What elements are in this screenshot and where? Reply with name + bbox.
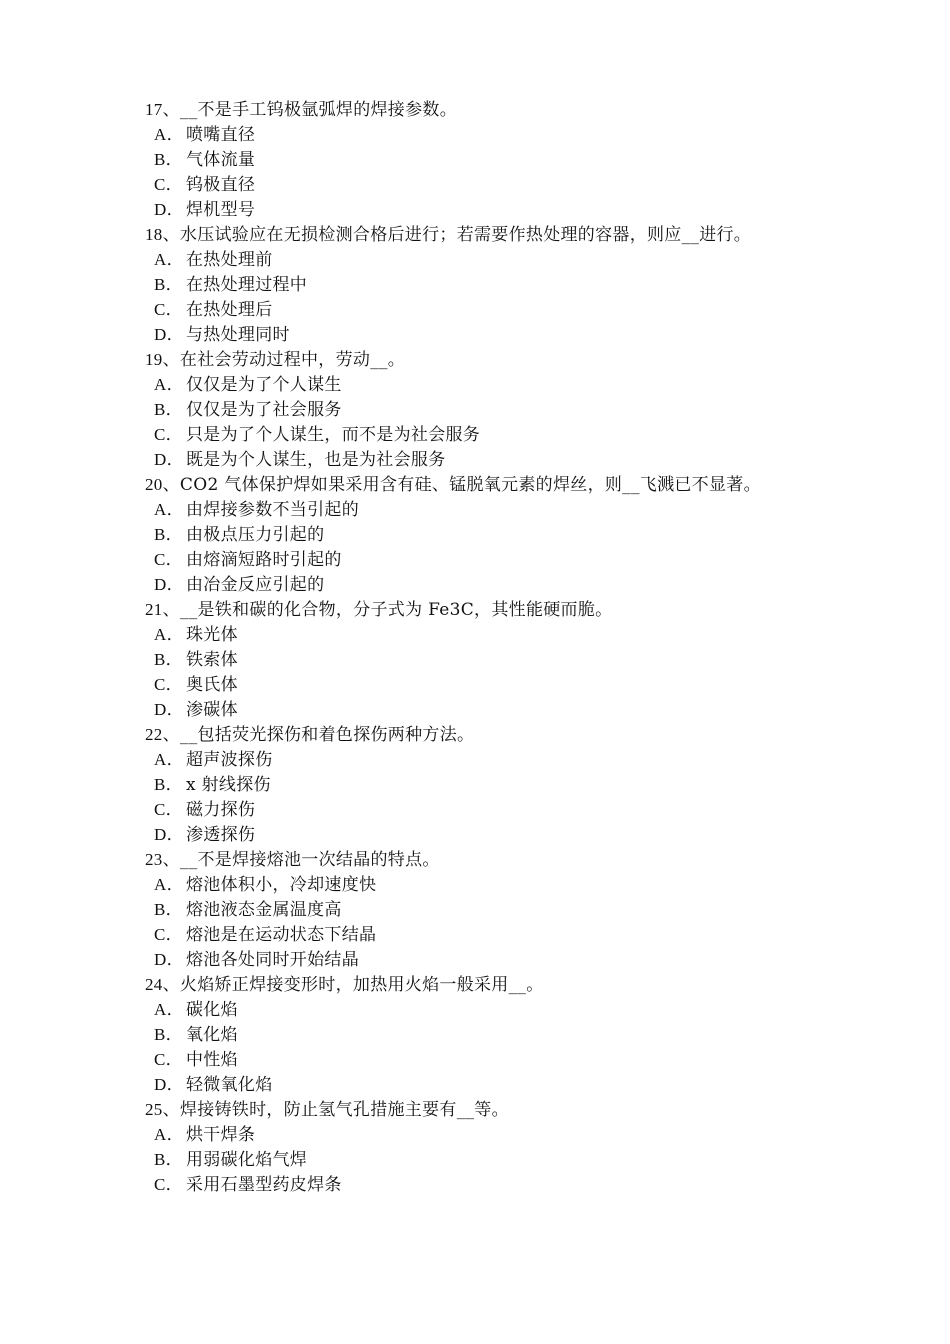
option-21-d bbox=[145, 697, 865, 722]
option-letter: C． bbox=[154, 675, 183, 694]
option-letter: D． bbox=[154, 450, 184, 469]
option-letter: D． bbox=[154, 825, 184, 844]
option-18-c bbox=[145, 297, 865, 322]
option-text: 喷嘴直径 bbox=[186, 125, 256, 145]
option-letter: A． bbox=[154, 750, 184, 769]
option-text: 渗碳体 bbox=[186, 700, 238, 720]
question-number: 24、 bbox=[145, 975, 180, 994]
option-letter: C． bbox=[154, 925, 183, 944]
question-18 bbox=[145, 222, 865, 247]
option-letter: A． bbox=[154, 500, 184, 519]
option-text: 由冶金反应引起的 bbox=[186, 575, 325, 595]
question-text: __不是手工钨极氩弧焊的焊接参数。 bbox=[179, 100, 458, 120]
option-letter: C． bbox=[154, 175, 183, 194]
option-letter: C． bbox=[154, 425, 183, 444]
option-letter: B． bbox=[154, 150, 183, 169]
question-25 bbox=[145, 1097, 865, 1122]
option-text: 轻微氧化焰 bbox=[186, 1075, 273, 1095]
option-letter: D． bbox=[154, 950, 184, 969]
option-letter: D． bbox=[154, 200, 184, 219]
option-22-c bbox=[145, 797, 865, 822]
question-number: 21、 bbox=[145, 600, 180, 619]
option-text: 钨极直径 bbox=[186, 175, 256, 195]
option-21-a bbox=[145, 622, 865, 647]
option-23-d bbox=[145, 947, 865, 972]
option-19-a bbox=[145, 372, 865, 397]
question-19 bbox=[145, 347, 865, 372]
option-text: 在热处理过程中 bbox=[186, 275, 308, 295]
option-25-a bbox=[145, 1122, 865, 1147]
option-17-b bbox=[145, 147, 865, 172]
option-19-b bbox=[145, 397, 865, 422]
question-text: CO2 气体保护焊如果采用含有硅、锰脱氧元素的焊丝，则__飞溅已不显著。 bbox=[179, 475, 761, 495]
question-22 bbox=[145, 722, 865, 747]
option-21-b bbox=[145, 647, 865, 672]
option-text: 只是为了个人谋生，而不是为社会服务 bbox=[186, 425, 481, 445]
question-text: __包括荧光探伤和着色探伤两种方法。 bbox=[179, 725, 475, 745]
option-letter: B． bbox=[154, 775, 183, 794]
option-25-c bbox=[145, 1172, 865, 1197]
option-17-a bbox=[145, 122, 865, 147]
question-text: __是铁和碳的化合物，分子式为 Fe3C，其性能硬而脆。 bbox=[179, 600, 613, 620]
option-letter: B． bbox=[154, 275, 183, 294]
option-text: x 射线探伤 bbox=[186, 775, 271, 795]
option-text: 超声波探伤 bbox=[186, 750, 273, 770]
question-number: 23、 bbox=[145, 850, 180, 869]
option-text: 氧化焰 bbox=[186, 1025, 238, 1045]
option-letter: A． bbox=[154, 875, 184, 894]
option-text: 中性焰 bbox=[186, 1050, 238, 1070]
option-letter: C． bbox=[154, 1175, 183, 1194]
option-text: 铁索体 bbox=[186, 650, 238, 670]
option-23-c bbox=[145, 922, 865, 947]
option-17-d bbox=[145, 197, 865, 222]
option-text: 与热处理同时 bbox=[186, 325, 290, 345]
option-20-c bbox=[145, 547, 865, 572]
question-number: 17、 bbox=[145, 100, 180, 119]
option-20-a bbox=[145, 497, 865, 522]
option-letter: B． bbox=[154, 1025, 183, 1044]
option-letter: B． bbox=[154, 650, 183, 669]
option-18-b bbox=[145, 272, 865, 297]
option-text: 既是为个人谋生，也是为社会服务 bbox=[186, 450, 446, 470]
question-20 bbox=[145, 472, 865, 497]
option-letter: C． bbox=[154, 550, 183, 569]
question-number: 18、 bbox=[145, 225, 180, 244]
option-letter: B． bbox=[154, 1150, 183, 1169]
option-text: 焊机型号 bbox=[186, 200, 256, 220]
option-letter: B． bbox=[154, 400, 183, 419]
option-text: 珠光体 bbox=[186, 625, 238, 645]
option-text: 磁力探伤 bbox=[186, 800, 256, 820]
option-letter: C． bbox=[154, 300, 183, 319]
option-letter: A． bbox=[154, 1125, 184, 1144]
question-text: 在社会劳动过程中，劳动__。 bbox=[179, 350, 406, 370]
option-letter: C． bbox=[154, 800, 183, 819]
option-text: 用弱碳化焰气焊 bbox=[186, 1150, 308, 1170]
option-text: 熔池各处同时开始结晶 bbox=[186, 950, 359, 970]
option-letter: B． bbox=[154, 900, 183, 919]
option-letter: D． bbox=[154, 325, 184, 344]
question-number: 20、 bbox=[145, 475, 180, 494]
question-text: 火焰矫正焊接变形时，加热用火焰一般采用__。 bbox=[179, 975, 544, 995]
question-number: 19、 bbox=[145, 350, 180, 369]
option-text: 在热处理后 bbox=[186, 300, 273, 320]
option-23-a bbox=[145, 872, 865, 897]
option-text: 气体流量 bbox=[186, 150, 256, 170]
option-17-c bbox=[145, 172, 865, 197]
option-24-c bbox=[145, 1047, 865, 1072]
option-21-c bbox=[145, 672, 865, 697]
option-20-b bbox=[145, 522, 865, 547]
option-text: 由焊接参数不当引起的 bbox=[186, 500, 359, 520]
option-18-d bbox=[145, 322, 865, 347]
question-text: 水压试验应在无损检测合格后进行；若需要作热处理的容器，则应__进行。 bbox=[179, 225, 752, 245]
option-letter: D． bbox=[154, 1075, 184, 1094]
option-25-b bbox=[145, 1147, 865, 1172]
option-text: 渗透探伤 bbox=[186, 825, 256, 845]
question-17 bbox=[145, 97, 865, 122]
option-19-d bbox=[145, 447, 865, 472]
option-24-b bbox=[145, 1022, 865, 1047]
option-text: 碳化焰 bbox=[186, 1000, 238, 1020]
option-letter: B． bbox=[154, 525, 183, 544]
option-22-a bbox=[145, 747, 865, 772]
option-letter: C． bbox=[154, 1050, 183, 1069]
option-letter: A． bbox=[154, 625, 184, 644]
option-text: 由熔滴短路时引起的 bbox=[186, 550, 342, 570]
option-text: 奥氏体 bbox=[186, 675, 238, 695]
option-20-d bbox=[145, 572, 865, 597]
option-24-d bbox=[145, 1072, 865, 1097]
option-18-a bbox=[145, 247, 865, 272]
option-22-b bbox=[145, 772, 865, 797]
question-text: __不是焊接熔池一次结晶的特点。 bbox=[179, 850, 440, 870]
option-22-d bbox=[145, 822, 865, 847]
question-24 bbox=[145, 972, 865, 997]
option-text: 由极点压力引起的 bbox=[186, 525, 325, 545]
option-text: 仅仅是为了社会服务 bbox=[186, 400, 342, 420]
option-23-b bbox=[145, 897, 865, 922]
option-text: 烘干焊条 bbox=[186, 1125, 256, 1145]
option-24-a bbox=[145, 997, 865, 1022]
question-number: 25、 bbox=[145, 1100, 180, 1119]
option-text: 熔池是在运动状态下结晶 bbox=[186, 925, 377, 945]
question-23 bbox=[145, 847, 865, 872]
option-letter: A． bbox=[154, 125, 184, 144]
question-21 bbox=[145, 597, 865, 622]
option-letter: A． bbox=[154, 375, 184, 394]
option-text: 在热处理前 bbox=[186, 250, 273, 270]
option-text: 熔池体积小，冷却速度快 bbox=[186, 875, 377, 895]
option-text: 熔池液态金属温度高 bbox=[186, 900, 342, 920]
option-letter: A． bbox=[154, 1000, 184, 1019]
option-letter: D． bbox=[154, 700, 184, 719]
question-list bbox=[145, 97, 865, 1197]
option-letter: A． bbox=[154, 250, 184, 269]
option-text: 仅仅是为了个人谋生 bbox=[186, 375, 342, 395]
option-text: 采用石墨型药皮焊条 bbox=[186, 1175, 342, 1195]
question-number: 22、 bbox=[145, 725, 180, 744]
option-letter: D． bbox=[154, 575, 184, 594]
question-text: 焊接铸铁时，防止氢气孔措施主要有__等。 bbox=[179, 1100, 509, 1120]
option-19-c bbox=[145, 422, 865, 447]
